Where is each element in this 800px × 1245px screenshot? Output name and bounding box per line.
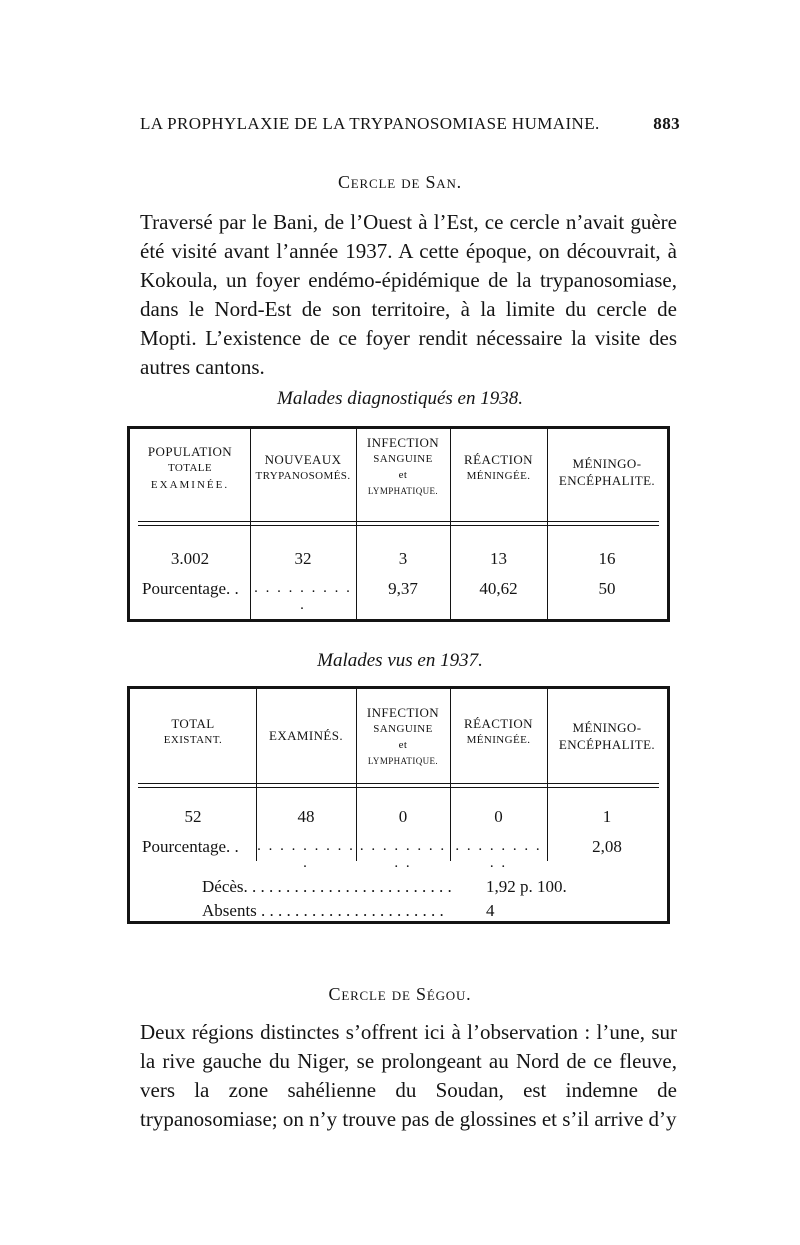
table-1938 (127, 426, 670, 622)
header-rule (138, 787, 659, 788)
pct-meningo: 2,08 (592, 837, 622, 856)
table2-caption: Malades vus en 1937. (317, 650, 483, 671)
value-population: 3.002 (170, 549, 210, 568)
dotted-leader: . . . . . . . . . . (455, 838, 542, 871)
row-label-pourcentage: Pourcentage. . (142, 579, 239, 598)
section-title-san: Cercle de San. (338, 172, 462, 192)
column-divider (547, 689, 548, 861)
header-reaction: RÉACTION MÉNINGÉE. (464, 716, 533, 746)
pct-infection: 9,37 (388, 579, 418, 598)
running-head-title: LA PROPHYLAXIE DE LA TRYPANOSOMIASE HUMAINE. (140, 114, 600, 133)
header-meningo: MÉNINGO- ENCÉPHALITE. (558, 720, 656, 752)
column-divider (256, 689, 257, 861)
value-meningo: 16 (598, 549, 616, 568)
page-number: 883 (653, 114, 680, 133)
dotted-leader: . . . . . . . . . . (254, 580, 352, 613)
deces-value: 1,92 p. 100. (486, 877, 567, 896)
header-nouveaux: NOUVEAUX TRYPANOSOMÉS. (255, 452, 351, 482)
value-examines: 48 (297, 807, 315, 826)
absents-label: Absents . . . . . . . . . . . . . . . . . . . . . . (202, 901, 444, 920)
header-population: POPULATION TOTALE EXAMINÉE. (147, 444, 233, 491)
row-label-pourcentage: Pourcentage. . (142, 837, 239, 856)
header-infection: INFECTION SANGUINE et LYMPHATIQUE. (366, 435, 440, 496)
paragraph-san: Traversé par le Bani, de l’Ouest à l’Est, ce cercle n’avait guère été visité avant l’année 1937. A cette époque, on découvrait, à Kokoula, un foyer endémo-épidémique de la trypanosomiase, dans le Nord-Est de son territoire, à la limite du cercle de Mopti. L’existence de ce foyer rendit nécessaire la visite des autres cantons. (140, 210, 677, 379)
absents-value: 4 (486, 901, 495, 920)
header-examines: EXAMINÉS. (268, 728, 343, 743)
dotted-leader: . . . . . . . . . . (257, 838, 355, 871)
header-rule (138, 783, 659, 784)
table-1937 (127, 686, 670, 924)
value-nouveaux: 32 (294, 549, 312, 568)
header-rule (138, 521, 659, 522)
table1-caption: Malades diagnostiqués en 1938. (277, 388, 523, 409)
value-total: 52 (184, 807, 202, 826)
section-title-segou: Cercle de Ségou. (328, 984, 472, 1004)
pct-meningo: 50 (598, 579, 616, 598)
running-head (140, 114, 680, 140)
deces-label: Décès. . . . . . . . . . . . . . . . . . . . . . . . . (202, 877, 452, 896)
value-infection: 3 (398, 549, 408, 568)
pct-reaction: 40,62 (479, 579, 518, 598)
header-total: TOTAL EXISTANT. (163, 716, 223, 746)
dotted-leader: . . . . . . . . . . (359, 838, 447, 871)
value-reaction: 0 (494, 807, 503, 826)
header-rule (138, 525, 659, 526)
header-meningo: MÉNINGO- ENCÉPHALITE. (558, 456, 656, 488)
value-meningo: 1 (602, 807, 612, 826)
paragraph-segou: Deux régions distinctes s’offrent ici à l’observation : l’une, sur la rive gauche du Niger, se prolongeant au Nord de ce fleuve, vers la zone sahélienne du Soudan, est indemne de trypanosomiase; on n’y trouve pas de glossines et s’il arrive d’y (140, 1020, 677, 1131)
value-reaction: 13 (490, 549, 507, 568)
header-infection: INFECTION SANGUINE et LYMPHATIQUE. (366, 705, 440, 766)
value-infection: 0 (398, 807, 408, 826)
header-reaction: RÉACTION MÉNINGÉE. (464, 452, 533, 482)
